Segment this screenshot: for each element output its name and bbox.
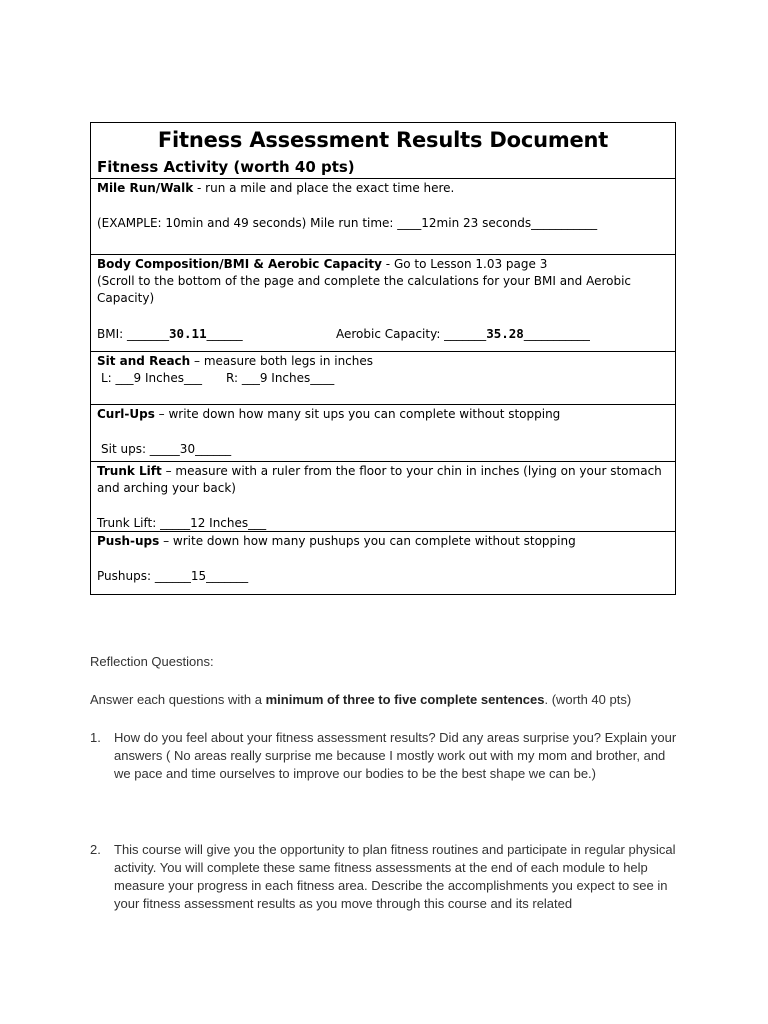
push-ups-label: Push-ups bbox=[97, 534, 160, 548]
sit-reach-instruction: – measure both legs in inches bbox=[190, 354, 374, 368]
trunk-lift-result: Trunk Lift: _____12 Inches___ bbox=[97, 516, 267, 530]
body-comp-instruction: - Go to Lesson 1.03 page 3 bbox=[381, 257, 548, 271]
body-comp-note: (Scroll to the bottom of the page and complete the calculations for your BMI and Aerobic Capacity) bbox=[97, 274, 632, 305]
body-composition-row bbox=[91, 254, 675, 351]
reflection-instructions: Answer each questions with a minimum of three to five complete sentences. (worth 40 pts) bbox=[90, 692, 632, 707]
push-ups-row bbox=[91, 531, 675, 594]
question-text: This course will give you the opportunity to plan fitness routines and participate in regular physical activity. You will complete these same fitness assessments at the end of each module to help measure your progress in each fitness area. Describe the accomplishments you expect to see in your fitness assessment results as you move through this course and its related bbox=[114, 842, 676, 911]
sit-reach-label: Sit and Reach bbox=[97, 354, 191, 368]
sit-reach-left: L: ___9 Inches___ bbox=[101, 371, 202, 385]
fitness-results-table bbox=[90, 122, 676, 595]
reflection-question-1 bbox=[90, 729, 690, 783]
push-ups-result: Pushups: ______15_______ bbox=[97, 569, 249, 583]
curl-ups-instruction: – write down how many sit ups you can complete without stopping bbox=[154, 407, 561, 421]
bmi-value: 30.11 bbox=[168, 326, 207, 341]
trunk-lift-label: Trunk Lift bbox=[97, 464, 162, 478]
curl-ups-label: Curl-Ups bbox=[97, 407, 155, 421]
aerobic-capacity-result: Aerobic Capacity: _______35.28___________ bbox=[336, 326, 590, 341]
trunk-lift-row bbox=[91, 461, 675, 531]
title-row bbox=[91, 123, 675, 178]
sit-reach-row bbox=[91, 351, 675, 404]
section-subtitle: Fitness Activity (worth 40 pts) bbox=[97, 158, 355, 176]
mile-run-result: (EXAMPLE: 10min and 49 seconds) Mile run time: ____12min 23 seconds___________ bbox=[97, 216, 598, 230]
body-comp-label: Body Composition/BMI & Aerobic Capacity bbox=[97, 257, 382, 271]
question-text: How do you feel about your fitness assessment results? Did any areas surprise you? Explain your answers ( No areas really surprise me because I mostly work out with my mom and brother, and we pace and time ourselves to improve our bodies to be the best shape we can be.) bbox=[114, 730, 677, 781]
aerobic-value: 35.28 bbox=[486, 326, 524, 341]
curl-ups-result: Sit ups: _____30______ bbox=[101, 442, 232, 456]
mile-run-instruction: - run a mile and place the exact time here. bbox=[193, 181, 455, 195]
document-title: Fitness Assessment Results Document bbox=[157, 128, 609, 152]
trunk-lift-instruction: – measure with a ruler from the floor to your chin in inches (lying on your stomach and arching your back) bbox=[97, 464, 662, 495]
question-number: 1. bbox=[90, 730, 101, 745]
curl-ups-row bbox=[91, 404, 675, 461]
reflection-heading: Reflection Questions: bbox=[90, 654, 214, 669]
push-ups-instruction: – write down how many pushups you can complete without stopping bbox=[159, 534, 576, 548]
sit-reach-right: R: ___9 Inches____ bbox=[226, 371, 335, 385]
mile-run-label: Mile Run/Walk bbox=[97, 181, 194, 195]
bmi-result: BMI: _______30.11______ bbox=[97, 326, 243, 341]
mile-run-row bbox=[91, 178, 675, 254]
question-number: 2. bbox=[90, 842, 101, 857]
reflection-question-2 bbox=[90, 841, 690, 913]
